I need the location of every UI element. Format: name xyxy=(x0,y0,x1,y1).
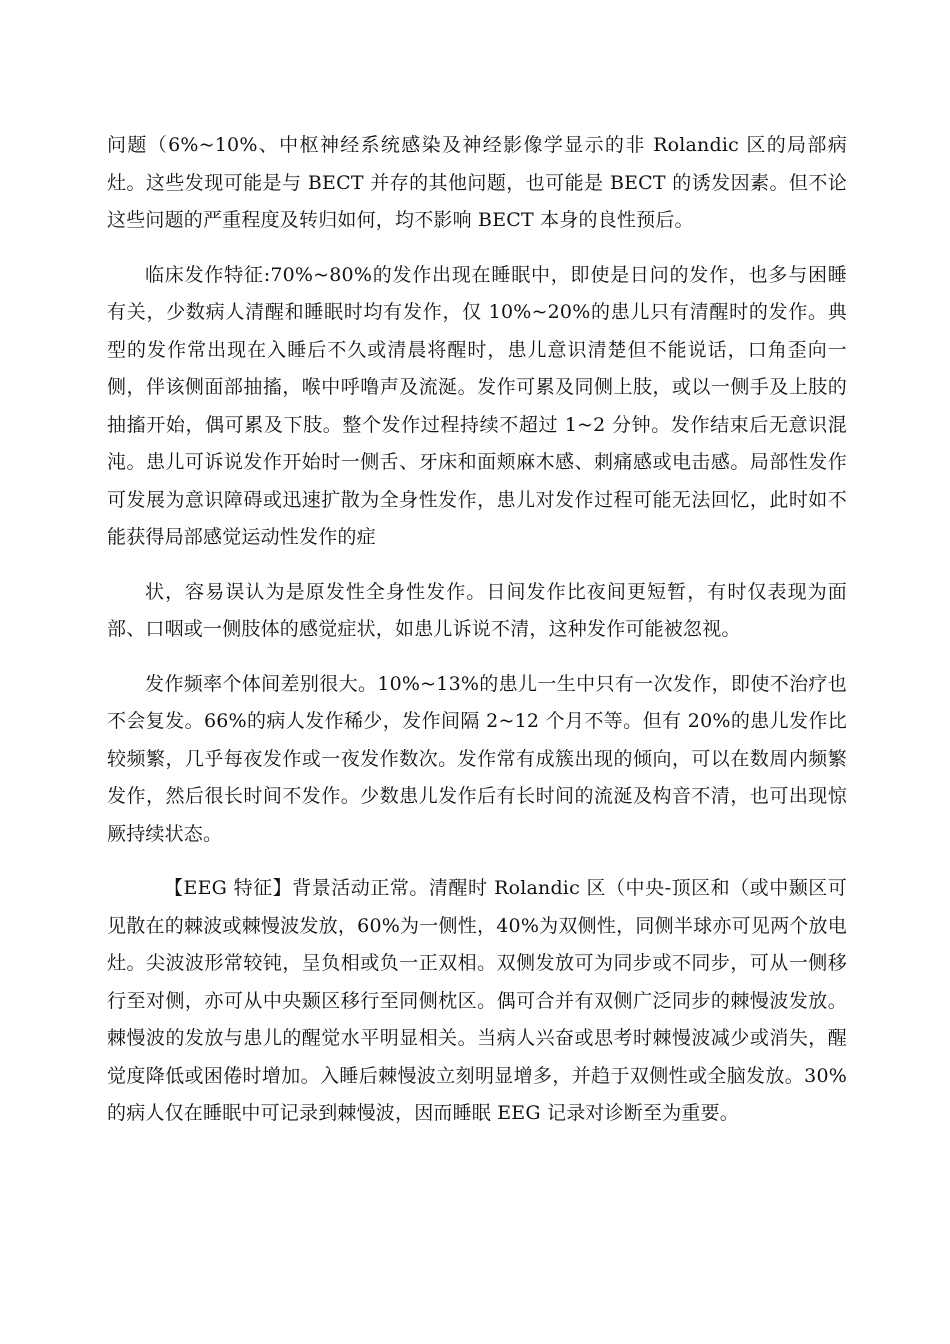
paragraph-seizure-frequency: 发作频率个体间差别很大。10%~13%的患儿一生中只有一次发作，即使不治疗也不会复发。66%的病人发作稀少，发作间隔 2~12 个月不等。但有 20%的患儿发作比较频繁，几乎每夜发作或一夜发作数次。发作常有成簇出现的倾向，可以在数周内频繁发作，然后很长时间不发作。少数患儿发作后有长时间的流涎及构音不清，也可出现惊厥持续状态。 xyxy=(107,672,847,845)
paragraph-clinical-features-continued: 状，容易误认为是原发性全身性发作。日间发作比夜间更短暂，有时仅表现为面部、口咽或一侧肢体的感觉症状，如患儿诉说不清，这种发作可能被忽视。 xyxy=(107,580,847,640)
paragraph-bect-context: 问题（6%~10%、中枢神经系统感染及神经影像学显示的非 Rolandic 区的局部病灶。这些发现可能是与 BECT 并存的其他问题，也可能是 BECT 的诱发因素。但不论这些问题的严重程度及转归如何，均不影响 BECT 本身的良性预后。 xyxy=(107,134,847,231)
document-page xyxy=(107,127,847,1133)
paragraph-eeg-features: 【EEG 特征】背景活动正常。清醒时 Rolandic 区（中央-顶区和（或中颞区可见散在的棘波或棘慢波发放，60%为一侧性，40%为双侧性，同侧半球亦可见两个放电灶。尖波波形常较钝，呈负相或负一正双相。双侧发放可为同步或不同步，可从一侧移行至对侧，亦可从中央颞区移行至同侧枕区。偶可合并有双侧广泛同步的棘慢波发放。棘慢波的发放与患儿的醒觉水平明显相关。当病人兴奋或思考时棘慢波减少或消失，醒觉度降低或困倦时增加。入睡后棘慢波立刻明显增多，并趋于双侧性或全脑发放。30%的病人仅在睡眠中可记录到棘慢波，因而睡眠 EEG 记录对诊断至为重要。 xyxy=(107,877,847,1124)
paragraph-clinical-features: 临床发作特征:70%~80%的发作出现在睡眠中，即使是日问的发作，也多与困睡有关，少数病人清醒和睡眠时均有发作，仅 10%~20%的患儿只有清醒时的发作。典型的发作常出现在入睡后不久或清晨将醒时，患儿意识清楚但不能说话，口角歪向一侧，伴该侧面部抽搐，喉中呼噜声及流涎。发作可累及同侧上肢，或以一侧手及上肢的抽搐开始，偶可累及下肢。整个发作过程持续不超过 1~2 分钟。发作结束后无意识混沌。患儿可诉说发作开始时一侧舌、牙床和面颊麻木感、刺痛感或电击感。局部性发作可发展为意识障碍或迅速扩散为全身性发作，患儿对发作过程可能无法回忆，此时如不能获得局部感觉运动性发作的症 xyxy=(107,263,847,548)
